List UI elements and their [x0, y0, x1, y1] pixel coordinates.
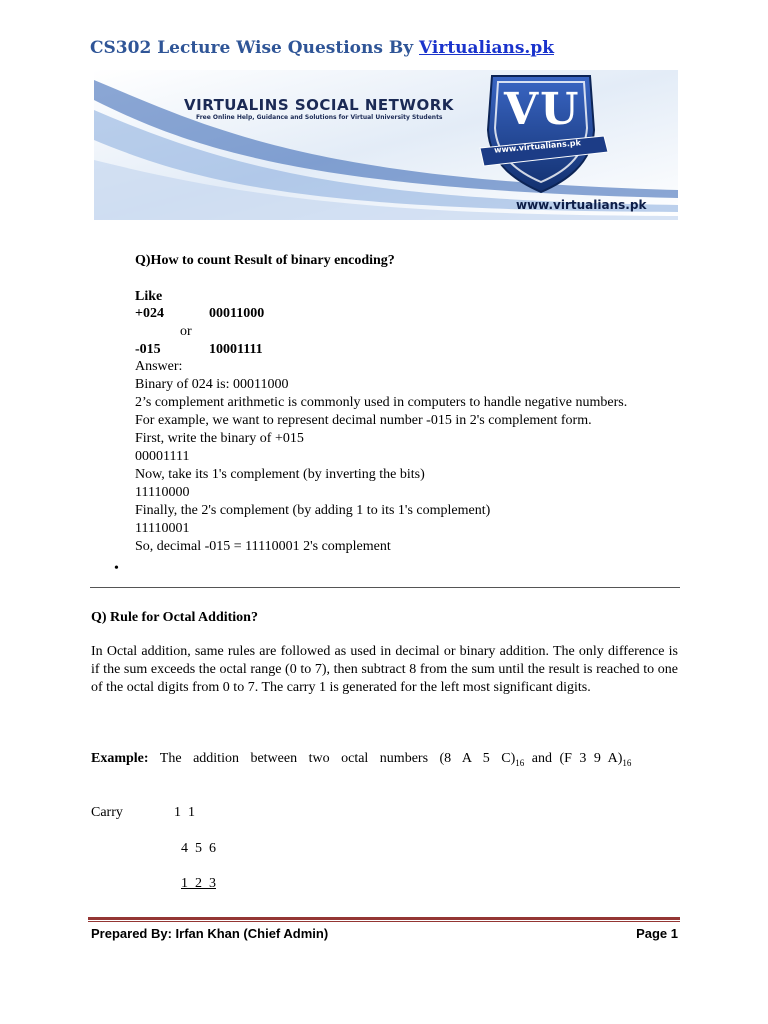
banner-tagline: Free Online Help, Guidance and Solutions for Virtual University Students: [196, 114, 443, 121]
answer-line: 00001111: [135, 449, 190, 464]
example-subscript: 16: [515, 757, 525, 768]
answer-line: Binary of 024 is: 00011000: [135, 377, 289, 392]
example-label: Example:: [91, 751, 149, 766]
addend-row-1: 4 5 6: [181, 841, 216, 856]
footer-prepared-by: Prepared By: Irfan Khan (Chief Admin): [91, 926, 329, 941]
example-line: [91, 750, 678, 772]
section-divider: [90, 587, 680, 588]
example-and: and (F 3 9 A): [524, 751, 623, 766]
answer-line: 11110001: [135, 521, 190, 536]
header-title-text: CS302 Lecture Wise Questions By: [90, 38, 420, 58]
footer-rule: [88, 917, 680, 920]
answer-line: 11110000: [135, 485, 190, 500]
ribbon-url: www.virtualians.pk: [493, 138, 582, 155]
bullet-point: •: [114, 561, 119, 576]
carry-label: Carry: [91, 805, 123, 820]
answer-line: 2’s complement arithmetic is commonly used in computers to handle negative numbers.: [135, 395, 628, 410]
vu-logo-letters: VU: [504, 84, 581, 135]
example-text: The addition between two octal numbers (8 A 5 C): [148, 751, 516, 766]
question-binary-encoding: Q)How to count Result of binary encoding?: [135, 253, 395, 268]
answer-line: Answer:: [135, 359, 183, 374]
footer-page-number: Page 1: [636, 926, 678, 941]
example2-value: -015: [135, 342, 161, 357]
answer-line: So, decimal -015 = 11110001 2's complement: [135, 539, 391, 554]
banner-bottom-url: www.virtualians.pk: [516, 198, 647, 212]
octal-addition-paragraph: In Octal addition, same rules are followed as used in decimal or binary addition. The only difference is if the sum exceeds the octal range (0 to 7), then subtract 8 from the sum until the result is reached to one of the octal digits from 0 to 7. The carry 1 is generated for the left most significant digits.: [91, 644, 678, 695]
answer-line: For example, we want to represent decimal number -015 in 2's complement form.: [135, 413, 592, 428]
question-octal-addition: Q) Rule for Octal Addition?: [91, 610, 258, 625]
example2-binary: 10001111: [209, 342, 263, 357]
footer-rule: [88, 921, 680, 922]
example-subscript: 16: [622, 757, 632, 768]
virtualians-link[interactable]: Virtualians.pk: [419, 38, 554, 58]
carry-digits: 1 1: [174, 805, 195, 820]
example1-value: +024: [135, 306, 164, 321]
addend-row-2: 1 2 3: [181, 876, 216, 891]
answer-line: Now, take its 1's complement (by inverting the bits): [135, 467, 425, 482]
banner-network-name: VIRTUALINS SOCIAL NETWORK: [184, 96, 454, 114]
virtualians-banner: [94, 70, 678, 220]
answer-line: First, write the binary of +015: [135, 431, 304, 446]
document-header-title: [90, 38, 554, 58]
like-label: Like: [135, 289, 163, 304]
answer-line: Finally, the 2's complement (by adding 1 to its 1's complement): [135, 503, 491, 518]
or-label: or: [180, 324, 192, 339]
example1-binary: 00011000: [209, 306, 265, 321]
